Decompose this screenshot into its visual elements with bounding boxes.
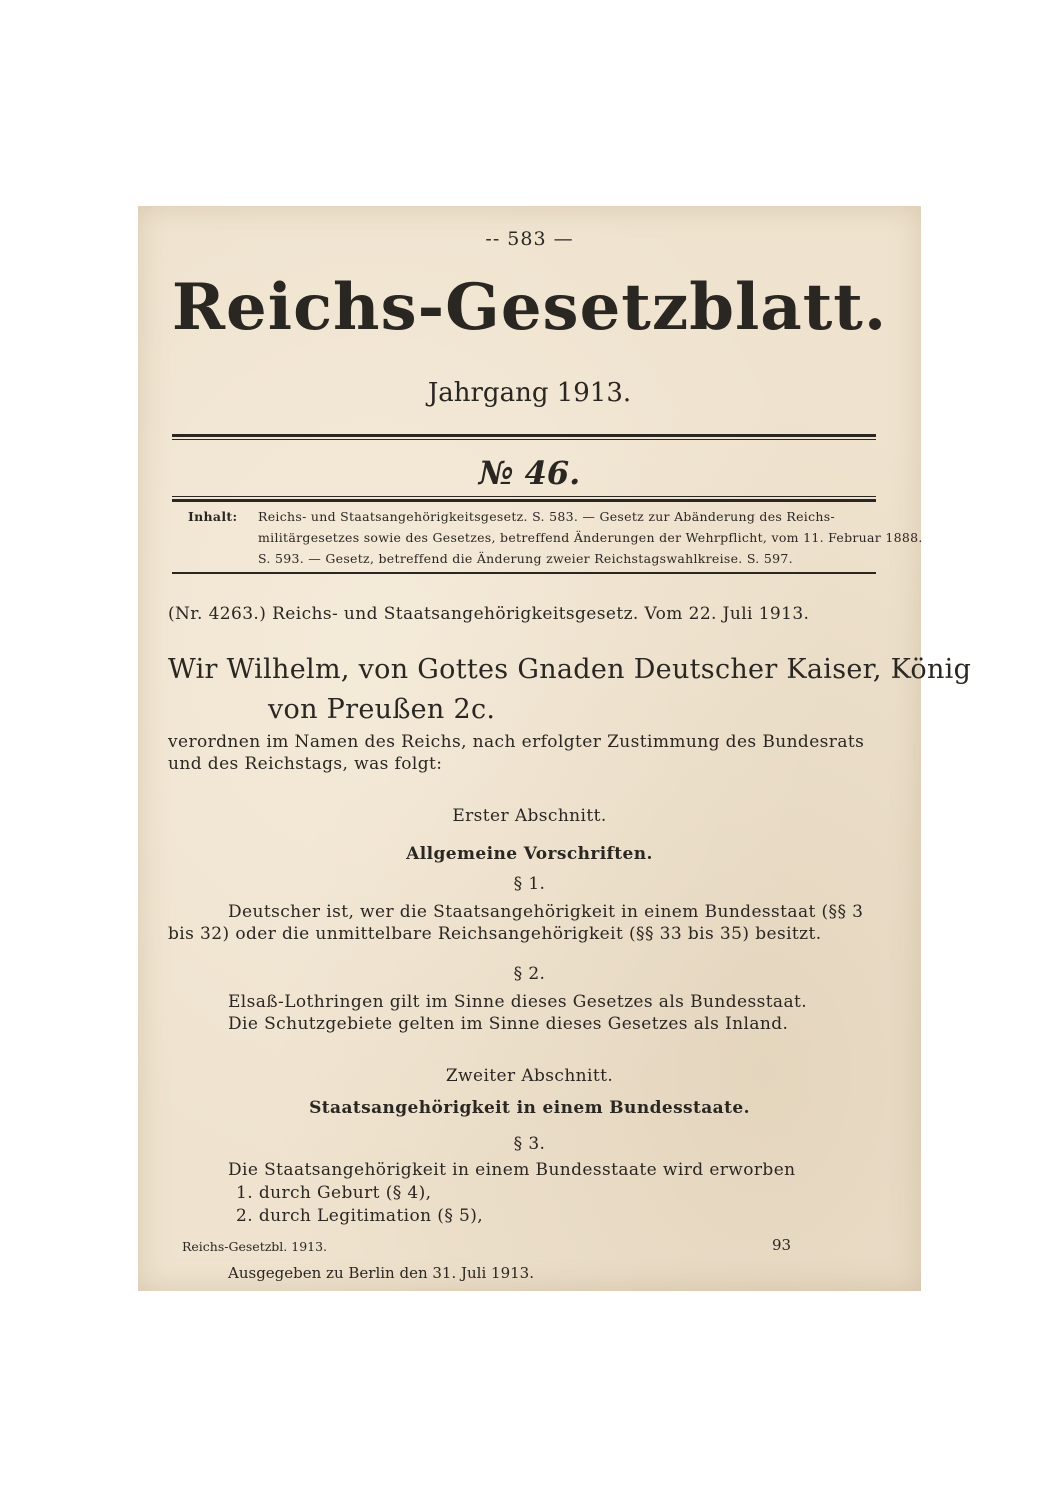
paragraph-line: Die Staatsangehörigkeit in einem Bundesstaate wird erworben bbox=[228, 1160, 796, 1180]
contents-block bbox=[188, 506, 923, 566]
preamble-line: von Preußen 2c. bbox=[268, 694, 496, 725]
footer-page: 93 bbox=[772, 1236, 792, 1254]
section-subtitle: Staatsangehörigkeit in einem Bundesstaate. bbox=[309, 1098, 750, 1118]
section-title: Erster Abschnitt. bbox=[452, 806, 607, 826]
footer-left: Reichs-Gesetzbl. 1913. bbox=[182, 1239, 328, 1254]
issue-number: № 46. bbox=[478, 454, 581, 492]
section-title: Zweiter Abschnitt. bbox=[445, 1066, 614, 1086]
page-number: -- 583 — bbox=[485, 228, 574, 250]
contents-line: militärgesetzes sowie des Gesetzes, betreffend Änderungen der Wehrpflicht, vom 11. Februar 1888. bbox=[258, 530, 923, 545]
document-page bbox=[138, 206, 972, 1291]
paragraph-mark: § 2. bbox=[513, 964, 546, 984]
divider-rule bbox=[172, 499, 876, 502]
paragraph-line: Elsaß-Lothringen gilt im Sinne dieses Gesetzes als Bundesstaat. bbox=[228, 992, 808, 1012]
masthead-title: Reichs-Gesetzblatt. bbox=[171, 270, 888, 345]
year-line: Jahrgang 1913. bbox=[427, 378, 632, 408]
issue-date: Ausgegeben zu Berlin den 31. Juli 1913. bbox=[228, 1264, 534, 1282]
list-item: 2. durch Legitimation (§ 5), bbox=[236, 1206, 484, 1226]
paragraph-mark: § 3. bbox=[513, 1134, 546, 1154]
preamble-line: verordnen im Namen des Reichs, nach erfolgter Zustimmung des Bundesrats bbox=[168, 732, 865, 752]
preamble-line: Wir Wilhelm, von Gottes Gnaden Deutscher Kaiser, König bbox=[168, 654, 972, 685]
paragraph-line: Die Schutzgebiete gelten im Sinne dieses Gesetzes als Inland. bbox=[228, 1014, 789, 1034]
contents-label: Inhalt: bbox=[188, 509, 238, 524]
paragraph-line: bis 32) oder die unmittelbare Reichsangehörigkeit (§§ 33 bis 35) besitzt. bbox=[168, 924, 822, 944]
divider-rule bbox=[172, 439, 876, 440]
contents-line: S. 593. — Gesetz, betreffend die Änderung zweier Reichstagswahlkreise. S. 597. bbox=[258, 551, 793, 566]
divider-rule bbox=[172, 434, 876, 437]
divider-rule bbox=[172, 572, 876, 574]
paragraph-mark: § 1. bbox=[513, 874, 546, 894]
preamble-line: und des Reichstags, was folgt: bbox=[168, 754, 443, 774]
contents-line: Reichs- und Staatsangehörigkeitsgesetz. S. 583. — Gesetz zur Abänderung des Reichs- bbox=[258, 509, 835, 524]
section-subtitle: Allgemeine Vorschriften. bbox=[406, 844, 653, 864]
divider-rule bbox=[172, 496, 876, 497]
paragraph-line: Deutscher ist, wer die Staatsangehörigkeit in einem Bundesstaat (§§ 3 bbox=[228, 902, 864, 922]
law-heading: (Nr. 4263.) Reichs- und Staatsangehörigkeitsgesetz. Vom 22. Juli 1913. bbox=[168, 604, 810, 624]
list-item: 1. durch Geburt (§ 4), bbox=[236, 1183, 432, 1203]
